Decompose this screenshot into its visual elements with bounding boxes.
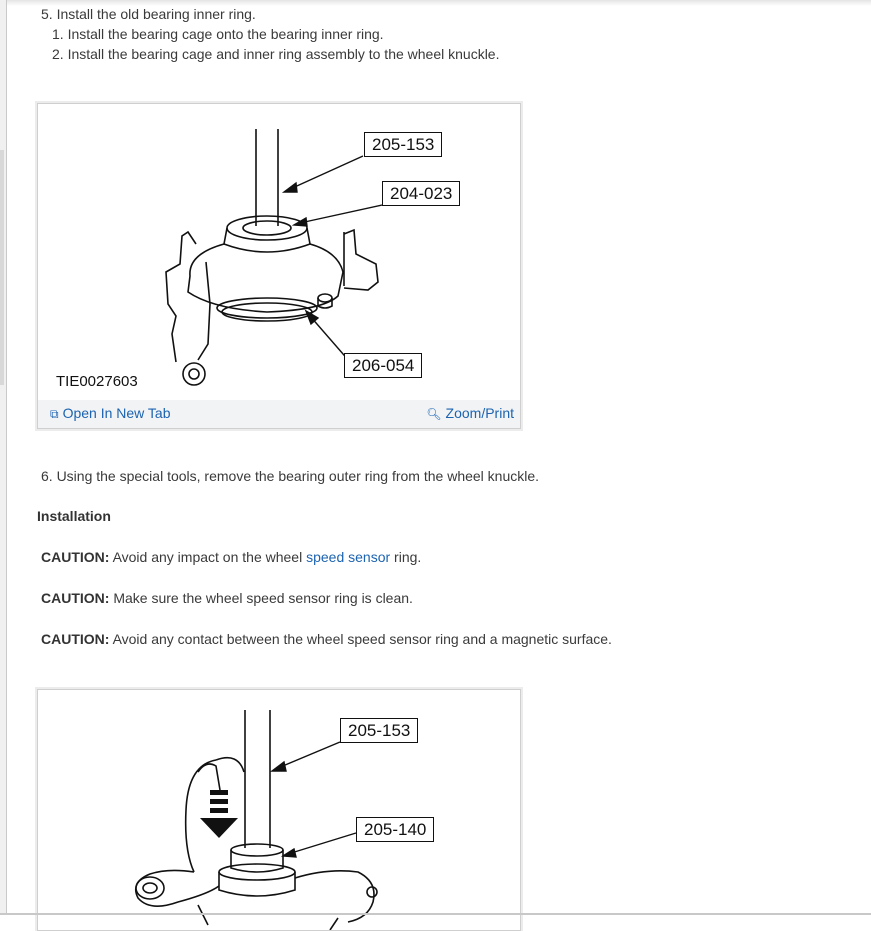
figure-2-illustration <box>38 690 520 930</box>
zoom-print-button[interactable]: 🔍︎ Zoom/Print <box>426 405 514 421</box>
open-in-new-tab-button[interactable]: ⧉ Open In New Tab <box>50 405 171 421</box>
caution-1: CAUTION: Avoid any impact on the wheel speed sensor ring. <box>41 549 422 565</box>
callout-205-140: 205-140 <box>356 817 434 842</box>
caution-label: CAUTION: <box>41 590 110 606</box>
open-tab-icon: ⧉ <box>50 407 59 421</box>
callout-205-153: 205-153 <box>364 132 442 157</box>
figure-1 <box>37 103 521 429</box>
callout-206-054: 206-054 <box>344 353 422 378</box>
step-5-substep-2: 2. Install the bearing cage and inner ring assembly to the wheel knuckle. <box>52 46 500 62</box>
caution-label: CAUTION: <box>41 549 110 565</box>
scroll-marker <box>0 150 4 385</box>
left-scroll-rule <box>0 0 7 915</box>
installation-heading: Installation <box>37 508 111 524</box>
step-5-text: 5. Install the old bearing inner ring. <box>41 6 256 22</box>
caution-2: CAUTION: Make sure the wheel speed sensor ring is clean. <box>41 590 413 606</box>
figure-code: TIE0027603 <box>56 373 138 390</box>
caution-label: CAUTION: <box>41 631 110 647</box>
callout-205-153: 205-153 <box>340 718 418 743</box>
figure-1-illustration <box>38 104 520 400</box>
callout-204-023: 204-023 <box>382 181 460 206</box>
step-6-text: 6. Using the special tools, remove the bearing outer ring from the wheel knuckle. <box>41 468 540 484</box>
figure-1-footer <box>38 400 520 428</box>
step-5-substep-1: 1. Install the bearing cage onto the bearing inner ring. <box>52 26 384 42</box>
caution-3: CAUTION: Avoid any contact between the wheel speed sensor ring and a magnetic surface. <box>41 631 612 647</box>
zoom-icon: 🔍︎ <box>426 407 442 421</box>
figure-2 <box>37 689 521 931</box>
speed-sensor-link[interactable]: speed sensor <box>306 549 391 565</box>
